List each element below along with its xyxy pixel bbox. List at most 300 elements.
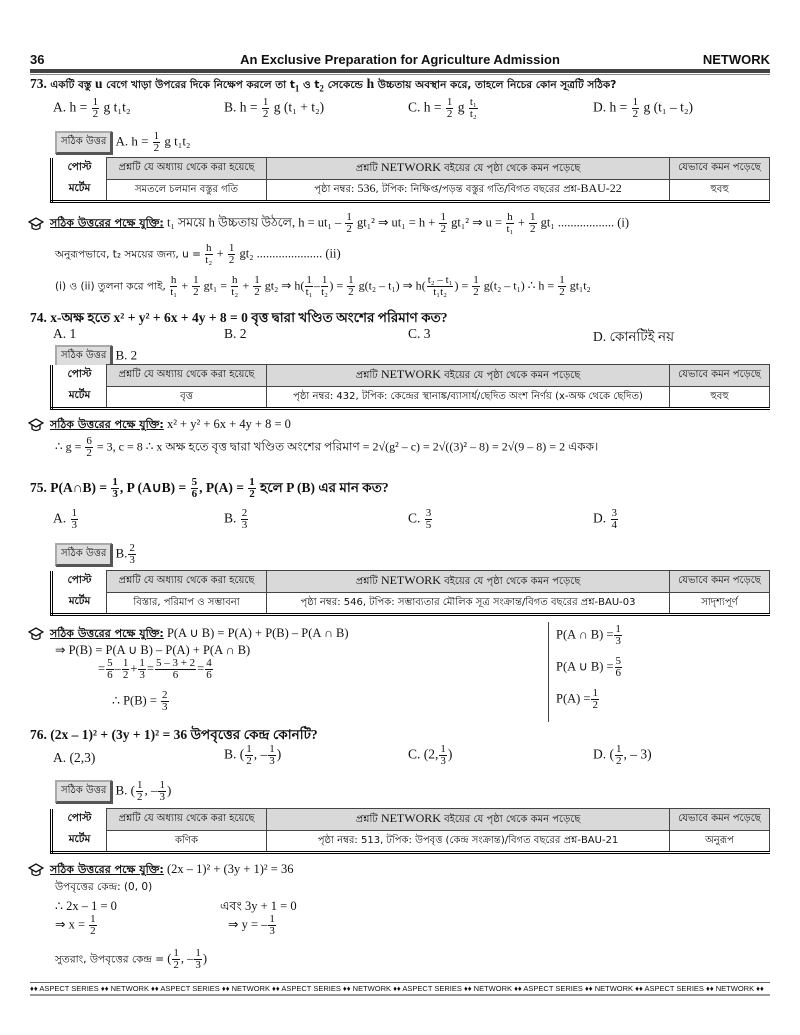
fraction: [347, 275, 355, 298]
explanation-text: ⇒ y = –: [228, 917, 268, 932]
denominator: 4: [611, 519, 617, 531]
header-text: প্রশ্নটি: [355, 369, 381, 381]
explanation-text: =: [146, 661, 154, 676]
page-code: BAU-22: [580, 181, 622, 195]
explanation-text: gt₁ =: [203, 278, 227, 293]
header-text: বইয়ের যে পৃষ্ঠা থেকে কমন পড়েছে: [440, 369, 581, 381]
header-cell: যেভাবে কমন পড়েছে: [670, 365, 770, 387]
numerator: 3: [425, 507, 432, 519]
numerator: 1: [321, 274, 328, 286]
question-number: 73.: [30, 76, 47, 91]
explanation-text: অনুরূপভাবে, t₂ সময়ের জন্য, u =: [55, 248, 201, 261]
fraction: [472, 275, 480, 298]
header-cell: যেভাবে কমন পড়েছে: [670, 571, 770, 593]
numerator: h: [206, 242, 212, 254]
option-a[interactable]: [53, 97, 131, 120]
table-row: [52, 180, 770, 202]
question-text: P(A∩B) =: [50, 480, 108, 495]
denominator: 3: [71, 519, 77, 531]
numerator: 1: [122, 657, 129, 669]
explanation-text: +: [216, 246, 224, 261]
header-cell: প্রশ্নটি যে অধ্যায় থেকে করা হয়েছে: [107, 365, 267, 387]
how-cell: সাদৃশ্যপূর্ণ: [670, 593, 770, 615]
explanation-text: –: [114, 661, 121, 676]
numerator: 1: [139, 657, 145, 669]
fraction: [632, 97, 640, 120]
fraction: [138, 658, 146, 681]
option-d[interactable]: [593, 508, 619, 531]
denominator: 2: [346, 223, 352, 235]
numerator: 1: [71, 507, 77, 519]
page-text: পৃষ্ঠা নম্বর:: [314, 184, 358, 195]
fraction: [268, 914, 276, 937]
option-a[interactable]: A. 1: [53, 326, 77, 341]
header-brand: NETWORK: [380, 572, 441, 587]
explanation-text: ∴ g =: [55, 439, 82, 454]
denominator: 2: [473, 286, 479, 298]
denominator: t₂: [321, 286, 329, 298]
explanation-label: সঠিক উত্তরের পক্ষে যুক্তি:: [50, 627, 164, 640]
explanation-73-line3: (i) ও (ii) তুলনা করে পাই, $\frac{h}{\text{t₁}}$ + $\frac{1}{2}$ gt₁ = $\frac{h}{\text{t₂}}$ + $\frac{1}{2}$ gt₂ ⇒ h( $\frac{1}{\text{t₁}}$ – $\frac{1}{\text{t₂}}$ ) = $\frac{1}{2}$ g(t₂ – t₁) ⇒ h( $\frac{\text{t₂ – t₁}}{\text{t₁t₂}}$ ) = $\frac{1}{2}$ g(t₂ – t₁) ∴ h = $\frac{1}{2}$ gt₁t₂: [55, 274, 591, 298]
graduation-cap-icon: [28, 863, 44, 877]
fraction: [85, 436, 93, 459]
correct-answer: [55, 131, 190, 154]
denominator: t₂: [205, 254, 213, 266]
answer-text: A. h =: [115, 133, 149, 149]
numerator: 1: [254, 274, 260, 286]
fraction: [248, 477, 256, 500]
postmortem-label: মর্টেম: [52, 180, 107, 202]
question-75: [30, 477, 389, 500]
numerator: 1: [530, 211, 536, 223]
fraction: [615, 744, 623, 767]
explanation-text: +: [517, 215, 525, 230]
postmortem-label: পোস্ট: [52, 809, 107, 831]
question-text: উচ্চতায় অবস্থান করে, তাহলে নিচের কোন সূত্রটি সঠিক?: [374, 79, 617, 91]
explanation-text: gt₁² ⇒ u =: [451, 215, 503, 230]
fraction: [205, 243, 213, 266]
postmortem-table: [50, 157, 770, 203]
denominator: 2: [228, 254, 235, 266]
option-c[interactable]: [408, 744, 452, 767]
fraction: [446, 97, 454, 120]
question-73: [30, 76, 616, 95]
option-tail: g (t₁ – t₂): [643, 99, 694, 115]
explanation-label: সঠিক উত্তরের পক্ষে যুক্তি:: [50, 863, 164, 876]
denominator: 3: [195, 959, 201, 971]
denominator: 2: [632, 108, 639, 120]
page-text: , টপিক: নিক্ষিপ্ত/পড়ন্ত বস্তুর গতি/বিগত বছরের প্রশ্ন-: [375, 184, 581, 195]
numerator: 1: [559, 274, 565, 286]
option-tail: , –: [253, 746, 268, 762]
explanation-76-line2: উপবৃত্তের কেন্দ্র: (0, 0): [55, 881, 153, 893]
question-text: , P (A∪B) =: [119, 480, 187, 495]
numerator: 1: [228, 242, 235, 254]
denominator: 2: [246, 755, 252, 767]
explanation-text: gt₂ ..................... (ii): [239, 246, 341, 261]
explanation-76-line5: সুতরাং, উপবৃত্তের কেন্দ্র = ( $\frac{1}{2}$ , – $\frac{1}{3}$ ): [55, 947, 208, 971]
header-cell: যেভাবে কমন পড়েছে: [670, 809, 770, 831]
header-text: প্রশ্নটি: [355, 813, 381, 825]
chapter-cell: কণিক: [107, 831, 267, 853]
denominator: 2: [86, 447, 92, 459]
fraction: [194, 948, 202, 971]
explanation-76-line3b: এবং 3y + 1 = 0: [220, 899, 297, 913]
header-text: প্রশ্নটি: [355, 575, 381, 587]
header-cell: [267, 571, 670, 593]
numerator: 1: [159, 779, 165, 791]
question-text: (2x – 1)² + (3y + 1)² = 36 উপবৃত্তের কেন্দ্র কোনটি?: [50, 727, 318, 742]
option-c[interactable]: [408, 508, 433, 531]
fraction: [439, 212, 447, 235]
question-text: ও t: [299, 79, 320, 91]
given-text: P(A ∩ B) =: [556, 627, 614, 642]
brand-name: NETWORK: [702, 52, 770, 67]
numerator: 5: [191, 476, 198, 489]
fraction: [611, 508, 619, 531]
header-text: বইয়ের যে পৃষ্ঠা থেকে কমন পড়েছে: [440, 162, 581, 174]
correct-answer: সঠিক উত্তর B. ( $\frac{1}{2}$ , – $\frac{1}{3}$ ): [55, 780, 171, 803]
question-text: x-অক্ষ হতে x² + y² + 6x + 4y + 8 = 0 বৃত্ত দ্বারা খণ্ডিত অংশের পরিমাণ কত?: [50, 310, 448, 325]
fraction: [268, 744, 276, 767]
postmortem-table: [50, 808, 770, 854]
fraction: [111, 477, 119, 500]
fraction: [228, 243, 236, 266]
explanation-text: =: [98, 661, 106, 676]
fraction: [321, 275, 329, 298]
answer-text: , –: [144, 782, 158, 798]
table-row: [52, 809, 770, 831]
answer-text: g t₁t₂: [164, 133, 191, 149]
chapter-cell: বিস্তার, পরিমাপ ও সম্ভাবনা: [107, 593, 267, 615]
fraction: [192, 275, 200, 298]
explanation-text: gt₁t₂: [569, 278, 591, 293]
denominator: t₁t₂: [433, 286, 447, 298]
fraction: [262, 97, 270, 120]
explanation-76-line4a: [55, 914, 98, 937]
header-rule-thin: [30, 74, 770, 75]
denominator: 6: [172, 669, 179, 681]
numerator: 5 – 3 + 2: [155, 657, 196, 669]
page-number: 536: [357, 181, 376, 195]
denominator: 2: [592, 699, 598, 711]
table-row: [52, 387, 770, 409]
option-d[interactable]: [593, 97, 693, 120]
fraction: [241, 508, 249, 531]
numerator: 5: [615, 655, 622, 667]
correct-answer-button[interactable]: সঠিক উত্তর: [55, 543, 112, 566]
numerator: h: [507, 211, 513, 223]
postmortem-table: [50, 364, 770, 410]
denominator: 2: [446, 108, 453, 120]
explanation-label: সঠিক উত্তরের পক্ষে যুক্তি:: [50, 216, 164, 230]
option-label: B. (: [224, 746, 245, 762]
denominator: 3: [440, 755, 446, 767]
postmortem-label: পোস্ট: [52, 158, 107, 180]
explanation-73-line2: [55, 243, 341, 266]
denominator: 2: [153, 142, 160, 154]
option-a[interactable]: A. (2,3): [53, 750, 96, 765]
denominator: 3: [112, 488, 118, 501]
header-cell: [267, 365, 670, 387]
explanation-text: সুতরাং, উপবৃত্তের কেন্দ্র =: [55, 953, 165, 966]
postmortem-label: পোস্ট: [52, 571, 107, 593]
question-var: h: [366, 76, 375, 91]
given-2: [556, 656, 623, 679]
explanation-text: x² + y² + 6x + 4y + 8 = 0: [166, 417, 291, 431]
page-cell: পৃষ্ঠা নম্বর: 513, টপিক: উপবৃত্ত (কেন্দ্র সংক্রান্ত)/বিগত বছরের প্রশ্ন-BAU-21: [267, 831, 670, 853]
postmortem-label: মর্টেম: [52, 593, 107, 615]
numerator: 6: [86, 435, 92, 447]
denominator: t₂: [469, 108, 477, 120]
denominator: 2: [249, 488, 255, 501]
header-cell: প্রশ্নটি যে অধ্যায় থেকে করা হয়েছে: [107, 809, 267, 831]
option-b[interactable]: [224, 97, 324, 120]
denominator: 3: [269, 755, 275, 767]
graduation-cap-icon: [28, 418, 44, 432]
graduation-cap-icon: [28, 217, 44, 231]
explanation-text: gt₂ ⇒ h: [264, 278, 301, 293]
numerator: 1: [92, 96, 99, 108]
fraction: [106, 658, 114, 681]
numerator: t₁: [469, 96, 477, 108]
denominator: 3: [159, 791, 165, 803]
numerator: 1: [348, 274, 354, 286]
explanation-text: P(A ∪ B) = P(A) + P(B) – P(A ∩ B): [166, 626, 349, 640]
explanation-75-line4: [112, 690, 170, 713]
option-d[interactable]: [593, 744, 652, 767]
option-label: C.: [408, 510, 421, 526]
chapter-cell: সমতলে চলমান বস্তুর গতি: [107, 180, 267, 202]
option-label: D.: [593, 510, 607, 526]
header-cell: যেভাবে কমন পড়েছে: [670, 158, 770, 180]
question-text: একটি বস্তু: [50, 79, 96, 91]
denominator: 2: [616, 755, 622, 767]
fraction: [245, 744, 253, 767]
header-brand: NETWORK: [380, 810, 441, 825]
denominator: 3: [615, 635, 621, 647]
numerator: 1: [90, 913, 96, 925]
explanation-76-line3a: ∴ 2x – 1 = 0: [55, 899, 117, 913]
option-label: C. (2,: [408, 746, 439, 762]
table-row: [52, 158, 770, 180]
explanation-text: (2x – 1)² + (3y + 1)² = 36: [166, 862, 294, 876]
option-label: D. h =: [593, 99, 628, 115]
fraction: [71, 508, 79, 531]
fraction: [158, 780, 166, 803]
numerator: 1: [632, 96, 639, 108]
option-c[interactable]: C. 3: [408, 326, 431, 341]
numerator: 1: [153, 130, 160, 142]
question-text: সেকেন্ডে: [323, 79, 367, 91]
table-row: [52, 593, 770, 615]
numerator: 1: [473, 274, 479, 286]
page-cell: পৃষ্ঠা নম্বর: 432, টপিক: কেন্দ্রের স্থানাঙ্ক/ব্যাসার্ধ/ছেদিত অংশ নির্ণয় (x-অক্ষ থেকে ছেদিত): [267, 387, 670, 409]
question-text: , P(A) =: [199, 480, 244, 495]
numerator: 1: [616, 743, 622, 755]
denominator: 3: [269, 925, 275, 937]
option-label: A.: [53, 510, 67, 526]
fraction: [170, 275, 178, 298]
explanation-76-line4b: [228, 914, 277, 937]
graduation-cap-icon: [28, 627, 44, 641]
fraction: [231, 275, 239, 298]
explanation-text: ⇒ x =: [55, 917, 86, 932]
denominator: 3: [139, 669, 145, 681]
correct-answer-button[interactable]: সঠিক উত্তর: [55, 780, 112, 803]
fraction: [128, 543, 136, 566]
explanation-73: [28, 212, 629, 235]
explanation-text: g(t₂ – t₁) ∴ h =: [483, 278, 555, 293]
denominator: 2: [173, 959, 179, 971]
fraction: [92, 97, 100, 120]
denominator: 2: [559, 286, 565, 298]
option-tail: ): [447, 746, 453, 762]
fraction: [253, 275, 261, 298]
numerator: 1: [269, 743, 275, 755]
denominator: 3: [129, 554, 135, 566]
option-c[interactable]: [408, 97, 479, 120]
subscript: 2: [319, 83, 324, 94]
fraction: [469, 97, 478, 120]
option-label: B.: [224, 510, 237, 526]
denominator: t₁: [305, 286, 313, 298]
fraction: [615, 656, 623, 679]
given-1: [556, 624, 623, 647]
option-b[interactable]: B. 2: [224, 326, 247, 341]
option-b[interactable]: B. ( $\frac{1}{2}$ , – $\frac{1}{3}$ ): [224, 743, 282, 767]
option-tail: , – 3): [623, 746, 652, 762]
numerator: 1: [269, 913, 275, 925]
denominator: 3: [162, 701, 168, 713]
page-cell: পৃষ্ঠা নম্বর: 546, টপিক: সম্ভাব্যতার মৌলিক সূত্র সংক্রান্ত/বিগত বছরের প্রশ্ন-BAU-03: [267, 593, 670, 615]
option-a[interactable]: [53, 508, 79, 531]
header-brand: NETWORK: [380, 366, 441, 381]
denominator: 6: [206, 669, 212, 681]
chapter-cell: বৃত্ত: [107, 387, 267, 409]
denominator: 2: [440, 223, 446, 235]
how-cell: অনুরূপ: [670, 831, 770, 853]
question-text: বেগে খাড়া উপরের দিকে নিক্ষেপ করলে তা t: [102, 79, 295, 91]
numerator: 1: [136, 779, 143, 791]
fraction: [345, 212, 353, 235]
table-row: [52, 831, 770, 853]
fraction: [506, 212, 514, 235]
header-brand: NETWORK: [380, 159, 441, 174]
denominator: 2: [262, 108, 269, 120]
option-d[interactable]: D. কোনটিই নয়: [593, 329, 675, 344]
numerator: 1: [246, 743, 252, 755]
explanation-text: =: [197, 661, 205, 676]
fraction: [305, 275, 313, 298]
page-number: 36: [30, 52, 45, 67]
explanation-76: [28, 861, 293, 880]
fraction: [614, 624, 622, 647]
explanation-text: +: [181, 278, 189, 293]
option-label: C. h =: [408, 99, 442, 115]
answer-text: B. (: [115, 782, 135, 798]
explanation-text: = 3, c = 8 ∴ x অক্ষ হতে বৃত্ত দ্বারা খণ্ডিত অংশের পরিমাণ = 2√(g² – c) = 2√((3)² – 8) = 2√(9 – 8) = 2 একক।: [96, 439, 599, 454]
given-text: P(A ∪ B) =: [556, 659, 614, 674]
numerator: t₂ – t₁: [427, 274, 453, 286]
postmortem-label: মর্টেম: [52, 831, 107, 853]
question-number: 74.: [30, 310, 47, 325]
question-number: 76.: [30, 727, 47, 742]
correct-answer-button[interactable]: সঠিক উত্তর: [55, 345, 112, 368]
denominator: t₂: [231, 286, 239, 298]
table-row: [52, 365, 770, 387]
denominator: 6: [615, 667, 622, 679]
fraction: [122, 658, 130, 681]
table-row: [52, 571, 770, 593]
option-tail: g (t₁ + t₂): [273, 99, 325, 115]
denominator: 3: [241, 519, 248, 531]
explanation-text: +: [242, 278, 250, 293]
explanation-text: (i) ও (ii) তুলনা করে পাই,: [55, 280, 166, 293]
how-cell: হুবহু: [670, 180, 770, 202]
numerator: 5: [107, 657, 113, 669]
denominator: 2: [122, 669, 129, 681]
header-cell: প্রশ্নটি যে অধ্যায় থেকে করা হয়েছে: [107, 571, 267, 593]
numerator: 1: [195, 947, 201, 959]
postmortem-table: [50, 570, 770, 616]
fraction: [89, 914, 97, 937]
header-cell: প্রশ্নটি যে অধ্যায় থেকে করা হয়েছে: [107, 158, 267, 180]
numerator: h: [231, 274, 238, 286]
numerator: 1: [446, 96, 453, 108]
numerator: 1: [306, 274, 312, 286]
explanation-74: [28, 416, 291, 435]
numerator: h: [170, 274, 177, 286]
page-cell: [267, 180, 670, 202]
fraction: [558, 275, 566, 298]
numerator: 1: [440, 743, 446, 755]
numerator: 1: [346, 211, 352, 223]
explanation-text: gt₁² ⇒ ut₁ = h +: [357, 215, 436, 230]
explanation-75-line3: [98, 658, 214, 681]
question-var: u: [95, 76, 103, 91]
explanation-text: g(t₂ – t₁) ⇒ h: [358, 278, 422, 293]
correct-answer-button[interactable]: সঠিক উত্তর: [55, 131, 112, 154]
header-text: বইয়ের যে পৃষ্ঠা থেকে কমন পড়েছে: [440, 575, 581, 587]
numerator: 1: [173, 947, 179, 959]
explanation-text: ∴ P(B) =: [112, 693, 157, 708]
postmortem-label: মর্টেম: [52, 387, 107, 409]
given-text: P(A) =: [556, 691, 591, 706]
header-cell: [267, 158, 670, 180]
option-b[interactable]: [224, 508, 249, 531]
header-text: বইয়ের যে পৃষ্ঠা থেকে কমন পড়েছে: [440, 813, 581, 825]
numerator: 1: [440, 211, 446, 223]
option-tail: g: [457, 99, 465, 115]
page-footer: ♦♦ ASPECT SERIES ♦♦ NETWORK ♦♦ ASPECT SERIES ♦♦ NETWORK ♦♦ ASPECT SERIES ♦♦ NETWORK ♦♦ ASPECT SERIES ♦♦ NETWORK ♦♦ ASPECT SERIES ♦♦ NETWORK ♦♦ ASPECT SERIES ♦♦ NETWORK ♦♦: [30, 982, 770, 996]
fraction: [427, 275, 454, 298]
option-label: D. (: [593, 746, 614, 762]
option-label: A. h =: [53, 99, 88, 115]
fraction: [425, 508, 433, 531]
fraction: [155, 658, 196, 681]
denominator: 6: [107, 669, 113, 681]
header-rule: [30, 69, 770, 73]
correct-answer: [55, 543, 137, 566]
denominator: 2: [90, 925, 96, 937]
numerator: 1: [615, 623, 621, 635]
given-3: [556, 688, 600, 711]
fraction: [205, 658, 213, 681]
subscript: 1: [294, 83, 300, 94]
fraction: [191, 477, 199, 500]
explanation-text: +: [130, 661, 138, 676]
